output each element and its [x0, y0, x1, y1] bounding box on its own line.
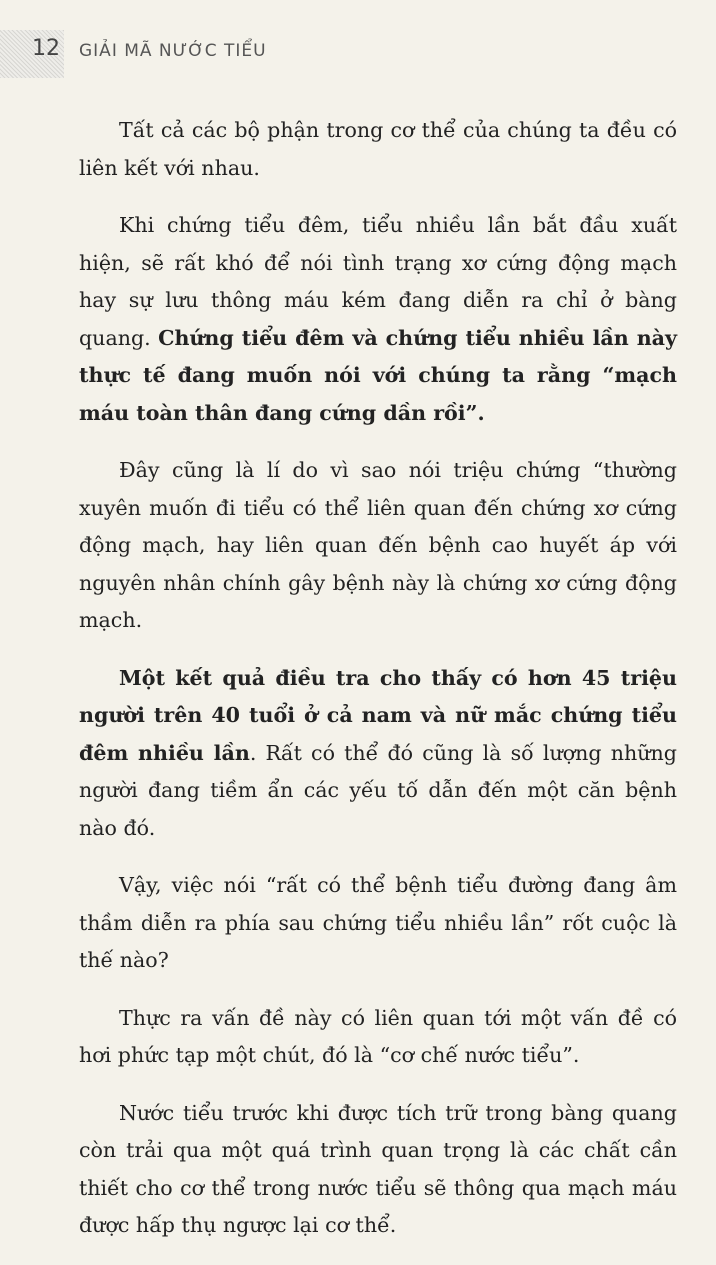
paragraph-4 [79, 660, 677, 848]
paragraph-1 [79, 112, 677, 187]
paragraph-6 [79, 1000, 677, 1075]
paragraph-1-text: Tất cả các bộ phận trong cơ thể của chúng ta đều có liên kết với nhau. [79, 118, 677, 180]
page-body [79, 112, 677, 1265]
paragraph-4-bold-text: Một kết quả điều tra cho thấy có hơn 45 triệu người trên 40 tuổi ở cả nam và nữ mắc chứng tiểu đêm nhiều lần [79, 665, 677, 765]
paragraph-4-text: . Rất có thể đó cũng là số lượng những người đang tiềm ẩn các yếu tố dẫn đến một căn bệnh nào đó. [79, 740, 677, 840]
page-number: 12 [32, 36, 60, 61]
paragraph-5-text: Vậy, việc nói “rất có thể bệnh tiểu đường đang âm thầm diễn ra phía sau chứng tiểu nhiều lần” rốt cuộc là thế nào? [79, 873, 677, 972]
paragraph-6-text: Thực ra vấn đề này có liên quan tới một vấn đề có hơi phức tạp một chút, đó là “cơ chế nước tiểu”. [79, 1005, 677, 1067]
paragraph-3 [79, 452, 677, 640]
paragraph-7-text: Nước tiểu trước khi được tích trữ trong bàng quang còn trải qua một quá trình quan trọng là các chất cần thiết cho cơ thể trong nước tiểu sẽ thông qua mạch máu được hấp thụ ngược lại cơ thể. [79, 1100, 677, 1237]
page-header [0, 30, 716, 78]
paragraph-3-text: Đây cũng là lí do vì sao nói triệu chứng “thường xuyên muốn đi tiểu có thể liên quan đến chứng xơ cứng động mạch, hay liên quan đến bệnh cao huyết áp với nguyên nhân chính gây bệnh này là chứng xơ cứng động mạch. [79, 458, 677, 632]
page-number-box [0, 30, 64, 78]
paragraph-5 [79, 867, 677, 980]
running-title: GIẢI MÃ NƯỚC TIỂU [79, 41, 267, 61]
paragraph-2 [79, 207, 677, 432]
paragraph-2-text: Khi chứng tiểu đêm, tiểu nhiều lần bắt đầu xuất hiện, sẽ rất khó để nói tình trạng xơ cứng động mạch hay sự lưu thông máu kém đang diễn ra chỉ ở bàng quang. [79, 213, 677, 350]
paragraph-2-bold-text: Chứng tiểu đêm và chứng tiểu nhiều lần này thực tế đang muốn nói với chúng ta rằng “mạch máu toàn thân đang cứng dần rồi”. [79, 325, 677, 425]
paragraph-7 [79, 1095, 677, 1245]
